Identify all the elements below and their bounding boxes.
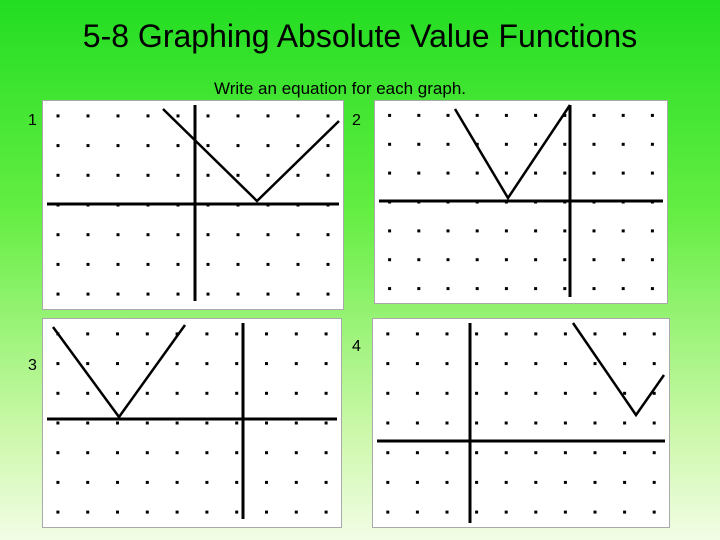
absolute-value-graph [455, 105, 570, 198]
grid-dot [594, 422, 597, 425]
grid-dot [651, 229, 654, 232]
grid-dot [476, 287, 479, 290]
grid-dot [534, 114, 537, 117]
graph-2-plot [375, 101, 667, 303]
grid-dot [475, 481, 478, 484]
grid-dot [651, 143, 654, 146]
grid-dot [116, 362, 119, 365]
grid-dot [534, 258, 537, 261]
grid-dot [386, 332, 389, 335]
grid-dot [116, 422, 119, 425]
grid-dot [505, 332, 508, 335]
grid-dot [86, 511, 89, 514]
grid-dot [447, 172, 450, 175]
grid-dot [417, 287, 420, 290]
grid-dot [622, 258, 625, 261]
grid-dot [653, 422, 656, 425]
grid-dot [534, 451, 537, 454]
grid-dot [475, 362, 478, 365]
grid-dot [534, 287, 537, 290]
grid-dot [235, 451, 238, 454]
grid-dot [327, 114, 330, 117]
grid-dot [623, 392, 626, 395]
grid-dot [446, 481, 449, 484]
grid-dot [505, 143, 508, 146]
grid-dot [56, 362, 59, 365]
grid-dot [117, 263, 120, 266]
grid-dot [295, 451, 298, 454]
grid-dot [207, 174, 210, 177]
grid-dot [564, 511, 567, 514]
grid-dot [476, 172, 479, 175]
grid-dot [207, 263, 210, 266]
grid-dot [176, 481, 179, 484]
grid-dot [564, 392, 567, 395]
grid-dot [205, 451, 208, 454]
grid-dot [447, 287, 450, 290]
grid-dot [325, 481, 328, 484]
grid-dot [87, 263, 90, 266]
grid-dot [505, 258, 508, 261]
grid-dot [564, 481, 567, 484]
graph-3 [42, 318, 342, 528]
grid-dot [146, 332, 149, 335]
grid-dot [651, 172, 654, 175]
grid-dot [86, 392, 89, 395]
graph-4-label: 4 [352, 338, 361, 355]
grid-dot [534, 229, 537, 232]
grid-dot [57, 233, 60, 236]
grid-dot [177, 144, 180, 147]
grid-dot [205, 332, 208, 335]
grid-dot [563, 258, 566, 261]
grid-dot [325, 422, 328, 425]
grid-dot [235, 362, 238, 365]
grid-dot [267, 114, 270, 117]
grid-dot [475, 392, 478, 395]
grid-dot [86, 481, 89, 484]
grid-dot [267, 293, 270, 296]
grid-dot [327, 174, 330, 177]
grid-dot [593, 229, 596, 232]
grid-dot [176, 511, 179, 514]
grid-dot [594, 332, 597, 335]
grid-dot [416, 481, 419, 484]
grid-dot [265, 422, 268, 425]
grid-dot [653, 332, 656, 335]
grid-dot [87, 233, 90, 236]
grid-dot [475, 511, 478, 514]
grid-dot [622, 287, 625, 290]
grid-dot [295, 332, 298, 335]
grid-dot [653, 481, 656, 484]
grid-dot [116, 451, 119, 454]
grid-dot [295, 481, 298, 484]
grid-dot [622, 143, 625, 146]
grid-dot [207, 293, 210, 296]
grid-dot [265, 481, 268, 484]
grid-dot [235, 511, 238, 514]
grid-dot [593, 172, 596, 175]
grid-dot [623, 511, 626, 514]
grid-dot [147, 293, 150, 296]
grid-dot [235, 422, 238, 425]
page-title: 5-8 Graphing Absolute Value Functions [82, 18, 638, 54]
grid-dot [327, 144, 330, 147]
absolute-value-graph [53, 325, 185, 417]
grid-dot [416, 332, 419, 335]
graph-1 [42, 100, 344, 310]
grid-dot [623, 422, 626, 425]
grid-dot [327, 263, 330, 266]
grid-dot [147, 114, 150, 117]
grid-dot [417, 172, 420, 175]
grid-dot [416, 422, 419, 425]
grid-dot [177, 114, 180, 117]
grid-dot [177, 233, 180, 236]
grid-dot [87, 114, 90, 117]
grid-dot [237, 233, 240, 236]
grid-dot [176, 392, 179, 395]
grid-dot [146, 392, 149, 395]
grid-dot [325, 511, 328, 514]
grid-dot [505, 422, 508, 425]
grid-dot [653, 511, 656, 514]
grid-dot [295, 362, 298, 365]
grid-dot [147, 144, 150, 147]
grid-dot [265, 332, 268, 335]
grid-dot [117, 233, 120, 236]
grid-dot [116, 511, 119, 514]
grid-dot [176, 362, 179, 365]
grid-dot [325, 392, 328, 395]
grid-dot [475, 451, 478, 454]
grid-dot [87, 174, 90, 177]
grid-dot [505, 451, 508, 454]
grid-dot [505, 481, 508, 484]
grid-dot [594, 481, 597, 484]
grid-dot [235, 332, 238, 335]
grid-dot [146, 481, 149, 484]
grid-dot [177, 263, 180, 266]
grid-dot [622, 229, 625, 232]
grid-dot [265, 511, 268, 514]
grid-dot [416, 362, 419, 365]
grid-dot [325, 332, 328, 335]
grid-dot [563, 143, 566, 146]
grid-dot [205, 362, 208, 365]
grid-dot [563, 172, 566, 175]
grid-dot [325, 362, 328, 365]
grid-dot [86, 451, 89, 454]
grid-dot [446, 511, 449, 514]
grid-dot [237, 174, 240, 177]
grid-dot [297, 144, 300, 147]
grid-dot [297, 293, 300, 296]
grid-dot [447, 143, 450, 146]
grid-dot [267, 263, 270, 266]
grid-dot [623, 332, 626, 335]
grid-dot [534, 481, 537, 484]
grid-dot [446, 422, 449, 425]
grid-dot [534, 511, 537, 514]
grid-dot [593, 287, 596, 290]
grid-dot [146, 422, 149, 425]
grid-dot [176, 451, 179, 454]
grid-dot [388, 287, 391, 290]
grid-dot [295, 511, 298, 514]
grid-dot [237, 293, 240, 296]
grid-dot [147, 174, 150, 177]
graph-4 [372, 318, 670, 528]
grid-dot [476, 114, 479, 117]
grid-dot [235, 392, 238, 395]
grid-dot [416, 451, 419, 454]
grid-dot [653, 362, 656, 365]
grid-dot [446, 332, 449, 335]
grid-dot [534, 332, 537, 335]
grid-dots [56, 332, 327, 513]
grid-dot [56, 392, 59, 395]
grid-dot [237, 114, 240, 117]
grid-dot [386, 362, 389, 365]
graph-2 [374, 100, 668, 304]
grid-dot [416, 392, 419, 395]
grid-dot [56, 422, 59, 425]
grid-dot [475, 422, 478, 425]
grid-dot [116, 332, 119, 335]
grid-dot [205, 481, 208, 484]
grid-dot [623, 362, 626, 365]
grid-dot [297, 174, 300, 177]
grid-dot [388, 258, 391, 261]
grid-dot [594, 362, 597, 365]
grid-dot [147, 233, 150, 236]
grid-dot [446, 362, 449, 365]
grid-dot [117, 174, 120, 177]
grid-dot [417, 143, 420, 146]
grid-dot [267, 174, 270, 177]
grid-dot [295, 392, 298, 395]
grid-dot [447, 114, 450, 117]
grid-dot [146, 362, 149, 365]
grid-dot [57, 114, 60, 117]
grid-dot [623, 481, 626, 484]
grid-dot [386, 422, 389, 425]
grid-dot [594, 392, 597, 395]
grid-dot [505, 229, 508, 232]
grid-dot [57, 144, 60, 147]
absolute-value-graph [163, 109, 339, 201]
grid-dot [146, 451, 149, 454]
grid-dot [563, 287, 566, 290]
grid-dot [56, 451, 59, 454]
grid-dot [534, 362, 537, 365]
grid-dot [117, 293, 120, 296]
grid-dot [177, 293, 180, 296]
instruction-text: Write an equation for each graph. [213, 79, 466, 98]
grid-dot [205, 511, 208, 514]
grid-dot [564, 422, 567, 425]
grid-dot [56, 511, 59, 514]
absolute-value-graph [573, 323, 664, 415]
grid-dot [416, 511, 419, 514]
grid-dot [505, 287, 508, 290]
grid-dot [235, 481, 238, 484]
grid-dot [265, 362, 268, 365]
grid-dot [116, 481, 119, 484]
grid-dot [534, 143, 537, 146]
grid-dot [265, 451, 268, 454]
grid-dot [505, 511, 508, 514]
grid-dot [388, 143, 391, 146]
grid-dot [386, 392, 389, 395]
grid-dot [207, 114, 210, 117]
grid-dot [593, 258, 596, 261]
grid-dot [651, 258, 654, 261]
grid-dot [267, 233, 270, 236]
grid-dot [388, 229, 391, 232]
grid-dot [388, 114, 391, 117]
graph-3-label: 3 [28, 357, 37, 374]
grid-dot [564, 362, 567, 365]
grid-dot [237, 263, 240, 266]
grid-dot [623, 451, 626, 454]
grid-dot [417, 258, 420, 261]
graph-1-plot [43, 101, 343, 309]
grid-dot [593, 114, 596, 117]
grid-dot [327, 233, 330, 236]
grid-dot [622, 172, 625, 175]
grid-dot [386, 451, 389, 454]
grid-dot [563, 229, 566, 232]
graph-3-plot [43, 319, 341, 527]
grid-dot [86, 362, 89, 365]
grid-dot [446, 451, 449, 454]
grid-dot [207, 233, 210, 236]
grid-dot [534, 422, 537, 425]
grid-dot [146, 511, 149, 514]
grid-dot [87, 144, 90, 147]
grid-dot [534, 392, 537, 395]
grid-dot [56, 481, 59, 484]
grid-dot [267, 144, 270, 147]
grid-dot [177, 174, 180, 177]
grid-dot [207, 144, 210, 147]
grid-dot [417, 229, 420, 232]
grid-dot [534, 172, 537, 175]
grid-dot [117, 144, 120, 147]
grid-dot [205, 422, 208, 425]
grid-dot [505, 172, 508, 175]
grid-dot [87, 293, 90, 296]
grid-dot [325, 451, 328, 454]
grid-dot [297, 263, 300, 266]
grid-dot [622, 114, 625, 117]
grid-dot [594, 451, 597, 454]
grid-dot [117, 114, 120, 117]
grid-dot [447, 258, 450, 261]
grid-dot [564, 332, 567, 335]
grid-dot [57, 174, 60, 177]
grid-dot [446, 392, 449, 395]
grid-dot [505, 114, 508, 117]
grid-dot [388, 172, 391, 175]
grid-dot [593, 143, 596, 146]
grid-dot [57, 293, 60, 296]
grid-dot [564, 451, 567, 454]
graph-1-label: 1 [28, 112, 37, 129]
grid-dot [476, 229, 479, 232]
grid-dot [295, 422, 298, 425]
grid-dot [594, 511, 597, 514]
grid-dot [176, 422, 179, 425]
grid-dot [651, 114, 654, 117]
grid-dot [297, 233, 300, 236]
grid-dot [147, 263, 150, 266]
grid-dot [57, 263, 60, 266]
graph-2-label: 2 [352, 112, 361, 129]
grid-dot [417, 114, 420, 117]
grid-dots [386, 332, 655, 513]
graph-4-plot [373, 319, 669, 527]
grid-dot [476, 258, 479, 261]
grid-dot [386, 511, 389, 514]
grid-dot [386, 481, 389, 484]
grid-dot [86, 332, 89, 335]
grid-dot [505, 362, 508, 365]
grid-dot [505, 392, 508, 395]
grid-dot [116, 392, 119, 395]
grid-dot [651, 287, 654, 290]
grid-dot [205, 392, 208, 395]
grid-dot [475, 332, 478, 335]
grid-dot [447, 229, 450, 232]
grid-dot [86, 422, 89, 425]
grid-dot [327, 293, 330, 296]
grid-dot [237, 144, 240, 147]
grid-dot [653, 451, 656, 454]
grid-dot [297, 114, 300, 117]
grid-dot [265, 392, 268, 395]
